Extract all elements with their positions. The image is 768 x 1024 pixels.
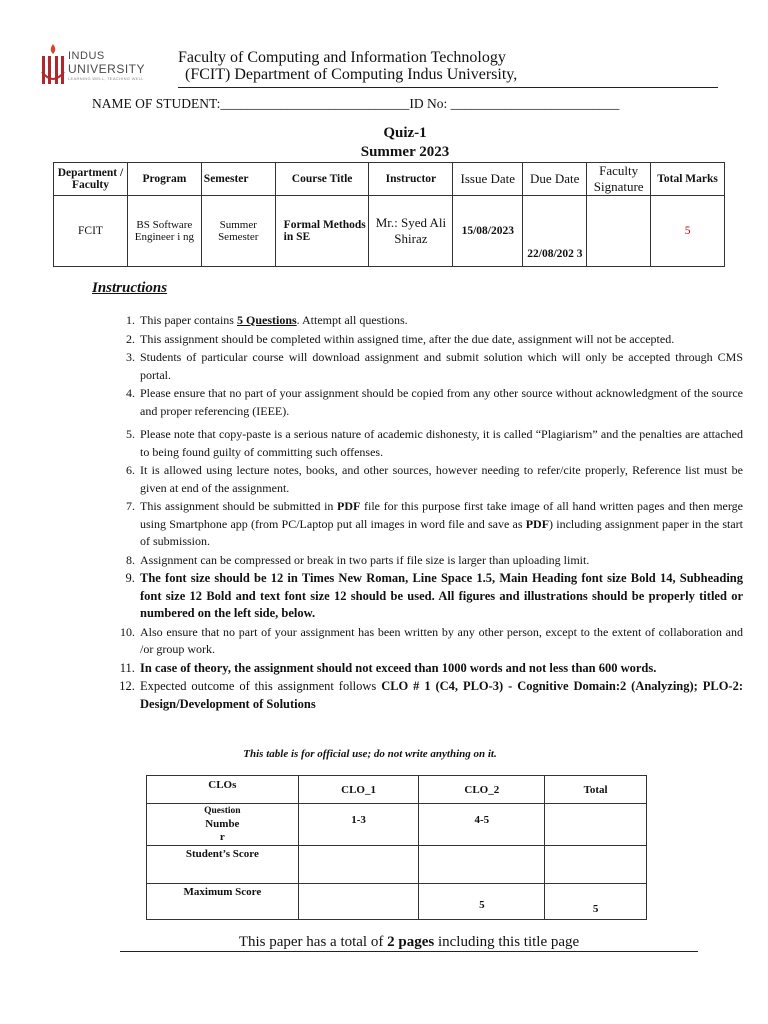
student-id-label: ID No: [409, 96, 451, 111]
instruction-text: ) including assignment paper in the start of submission. [140, 516, 744, 548]
clo-cell: 5 [545, 884, 647, 920]
instruction-emphasis: The font size should be 12 in Times New Roman, Line Space 1.5, Main Heading font size Bold 14, Subheading font size 12 Bold and text font size 12 should be used. All figures and illustrations should be properly titled or numbered on the left side, below. [140, 571, 743, 620]
department-heading: (FCIT) Department of Computing Indus University, [185, 66, 518, 83]
university-logo [40, 42, 165, 88]
cell-issue-date: 15/08/2023 [453, 196, 523, 267]
course-info-table [53, 162, 725, 267]
clo-cell [545, 846, 647, 884]
logo-tagline: LEARNING WELL, TEACHING WELL [68, 76, 144, 81]
cell-total-marks: 5 [651, 196, 725, 267]
header-issue-date: Issue Date [453, 163, 523, 196]
cell-course-title: Formal Methods in SE [275, 196, 369, 267]
instructions-list [92, 312, 743, 714]
clo-cell: 1-3 [298, 804, 419, 846]
clo-row-label-rest: Numbe r [205, 818, 240, 843]
student-name-label: NAME OF STUDENT: [92, 96, 221, 111]
clo-row-label: Student’s Score [147, 846, 299, 884]
cell-department: FCIT [54, 196, 128, 267]
instruction-item: 3. Students of particular course will download assignment and submit solution which will only be accepted through CMS portal. [138, 349, 743, 384]
clo-header-total: Total [545, 776, 647, 804]
cell-semester: Summer Semester [201, 196, 275, 267]
faculty-heading: Faculty of Computing and Information Technology [178, 49, 506, 66]
cell-instructor: Mr.: Syed Ali Shiraz [369, 196, 453, 267]
clo-cell [298, 846, 419, 884]
cell-program: BS Software Engineer i ng [127, 196, 201, 267]
clo-cell [419, 846, 545, 884]
footer-divider [120, 951, 698, 952]
header-total-marks: Total Marks [651, 163, 725, 196]
instruction-text: file for this purpose first take image of all hand written pages and then merge using Smartphone app (from PC/Laptop put all images in word file and save as [140, 499, 743, 531]
footer-text: including this title page [434, 934, 580, 950]
instruction-item [138, 570, 743, 623]
student-name-blank[interactable]: ____________________________ [220, 96, 410, 111]
instruction-item [138, 498, 743, 551]
clo-row-label [147, 804, 299, 846]
university-logo-icon [40, 42, 66, 86]
page-count-note [120, 934, 698, 951]
cell-faculty-signature[interactable] [587, 196, 651, 267]
instruction-item: 4. Please ensure that no part of your assignment should be copied from any other source without acknowledgment of the source and proper referencing (IEEE). [138, 385, 743, 420]
instruction-item: 10. Also ensure that no part of your assignment has been written by any other person, except to the extent of collaboration and /or group work. [138, 624, 743, 659]
clo-cell [298, 884, 419, 920]
student-info-row [92, 96, 619, 112]
quiz-term: Summer 2023 [360, 144, 450, 160]
instruction-emphasis: PDF [525, 516, 550, 531]
instruction-emphasis: PDF [337, 499, 361, 513]
instruction-text: Expected outcome of this assignment follows [140, 679, 382, 693]
footer-text: This paper has a total of [238, 934, 388, 950]
clo-score-table [146, 775, 647, 920]
footer-emphasis: 2 pages [387, 934, 435, 950]
quiz-title: Quiz-1 [383, 125, 427, 141]
clo-cell: 5 [419, 884, 545, 920]
clo-cell [545, 804, 647, 846]
instruction-text: This paper contains [140, 313, 237, 327]
instruction-item: 6. It is allowed using lecture notes, books, and other sources, however needing to refer/cite properly, Reference list must be given at end of the assignment. [138, 462, 743, 497]
instruction-emphasis: In case of theory, the assignment should not exceed than 1000 words and not less than 600 words. [140, 660, 657, 675]
header-course-title: Course Title [275, 163, 369, 196]
instruction-item [138, 678, 743, 713]
instruction-item [138, 312, 743, 330]
logo-name-line2: UNIVERSITY [68, 62, 146, 76]
header-divider [178, 87, 718, 88]
instruction-text: . Attempt all questions. [296, 313, 408, 327]
header-instructor: Instructor [369, 163, 453, 196]
cell-due-date: 22/08/202 3 [523, 196, 587, 267]
clo-header-clo1: CLO_1 [298, 776, 419, 804]
clo-row-label: Maximum Score [147, 884, 299, 920]
official-use-note: This table is for official use; do not write anything on it. [243, 748, 497, 760]
logo-name-line1: INDUS [68, 50, 105, 62]
instruction-item: 8. Assignment can be compressed or break in two parts if file size is larger than uploading limit. [138, 552, 743, 570]
clo-row-label-small: Question [204, 806, 241, 816]
header-faculty-signature: Faculty Signature [587, 163, 651, 196]
header-program: Program [127, 163, 201, 196]
instruction-item: 2. This assignment should be completed within assigned time, after the due date, assignment will not be accepted. [138, 331, 743, 349]
header-department: Department / Faculty [54, 163, 128, 196]
instruction-emphasis: CLO # 1 (C4, PLO-3) - Cognitive Domain:2 (Analyzing); PLO-2: Design/Development of Solutions [140, 679, 743, 711]
instruction-item: 5. Please note that copy-paste is a serious nature of academic dishonesty, it is called “Plagiarism” and the penalties are attached to being found guilty of committing such offenses. [138, 426, 743, 461]
clo-header-clo2: CLO_2 [419, 776, 545, 804]
header-semester: Semester [201, 163, 275, 196]
instruction-item [138, 660, 743, 678]
student-id-blank[interactable]: _________________________ [450, 96, 620, 111]
clo-cell: 4-5 [419, 804, 545, 846]
instructions-heading: Instructions [92, 280, 168, 296]
clo-header-clos: CLOs [147, 776, 299, 804]
instruction-text: This assignment should be submitted in [140, 499, 338, 513]
instruction-emphasis: 5 Questions [236, 313, 297, 327]
header-due-date: Due Date [523, 163, 587, 196]
